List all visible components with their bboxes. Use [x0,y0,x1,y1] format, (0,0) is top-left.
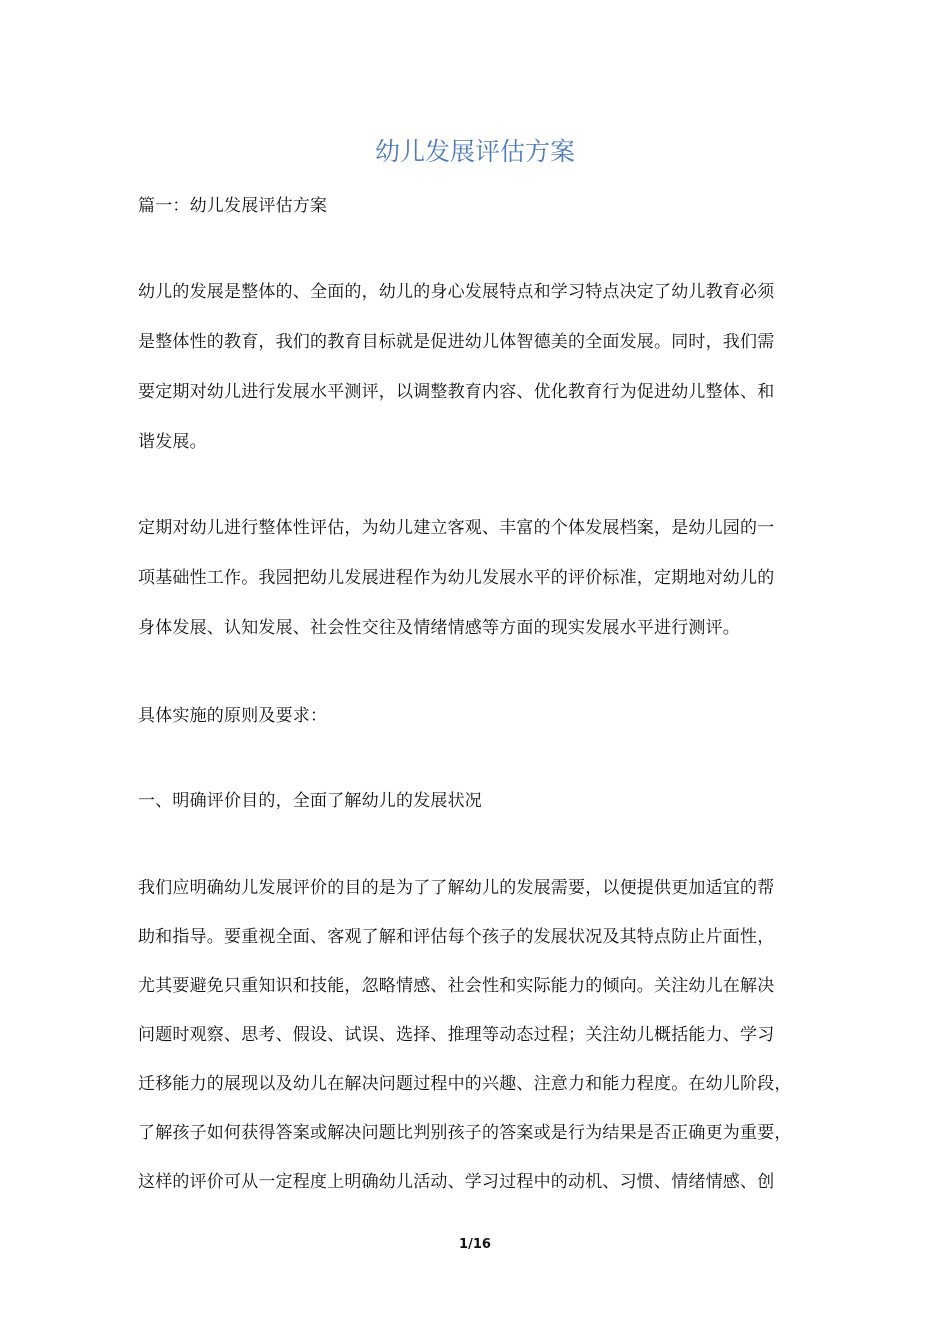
paragraph-3-line-4: 问题时观察、思考、假设、试误、选择、推理等动态过程；关注幼儿概括能力、学习 [138,1025,775,1045]
paragraph-1-line-3: 要定期对幼儿进行发展水平测评，以调整教育内容、优化教育行为促进幼儿整体、和 [138,382,775,402]
paragraph-1-line-4: 谐发展。 [138,432,207,452]
paragraph-2-line-2: 项基础性工作。我园把幼儿发展进程作为幼儿发展水平的评价标准，定期地对幼儿的 [138,568,775,588]
document-title: 幼儿发展评估方案 [374,137,575,166]
paragraph-3-line-1: 我们应明确幼儿发展评价的目的是为了了解幼儿的发展需要，以便提供更加适宜的帮 [138,878,775,898]
subtitle: 篇一：幼儿发展评估方案 [138,196,328,216]
paragraph-1-line-1: 幼儿的发展是整体的、全面的，幼儿的身心发展特点和学习特点决定了幼儿教育必须 [138,282,775,302]
page-number: 1/16 [459,1237,491,1252]
paragraph-3-line-6: 了解孩子如何获得答案或解决问题比判别孩子的答案或是行为结果是否正确更为重要， [138,1123,792,1143]
principles-heading: 具体实施的原则及要求： [138,706,328,726]
paragraph-3-line-7: 这样的评价可从一定程度上明确幼儿活动、学习过程中的动机、习惯、情绪情感、创 [138,1172,775,1192]
paragraph-3-line-2: 助和指导。要重视全面、客观了解和评估每个孩子的发展状况及其特点防止片面性， [138,927,775,947]
paragraph-3-line-3: 尤其要避免只重知识和技能，忽略情感、社会性和实际能力的倾向。关注幼儿在解决 [138,976,775,996]
paragraph-2-line-3: 身体发展、认知发展、社会性交往及情绪情感等方面的现实发展水平进行测评。 [138,618,740,638]
paragraph-3-line-5: 迁移能力的展现以及幼儿在解决问题过程中的兴趣、注意力和能力程度。在幼儿阶段， [138,1074,792,1094]
section-1-heading: 一、明确评价目的，全面了解幼儿的发展状况 [138,791,482,811]
paragraph-2-line-1: 定期对幼儿进行整体性评估，为幼儿建立客观、丰富的个体发展档案，是幼儿园的一 [138,518,775,538]
paragraph-1-line-2: 是整体性的教育，我们的教育目标就是促进幼儿体智德美的全面发展。同时，我们需 [138,332,775,352]
